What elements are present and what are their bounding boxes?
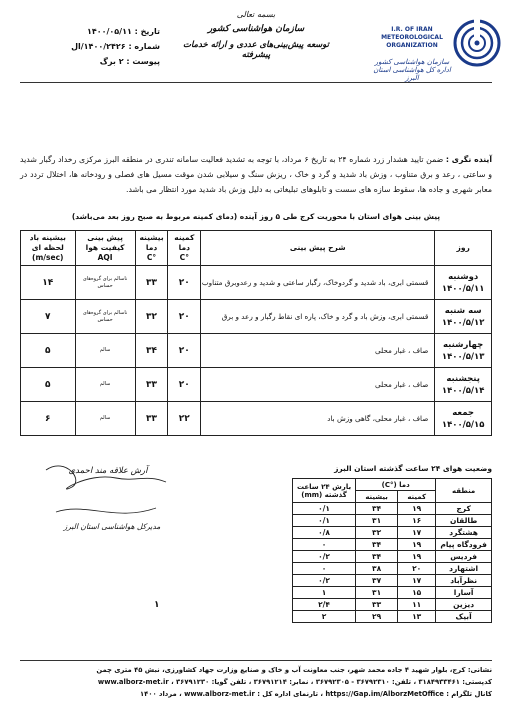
rain-cell: ۰/۸: [293, 527, 356, 539]
table-header-row: [21, 231, 492, 266]
max-cell: ۳۳: [356, 599, 398, 611]
day-name: پنجشنبه: [446, 373, 480, 384]
signature-scribble: [26, 452, 186, 532]
rain-cell: ۲/۴: [293, 599, 356, 611]
description-cell: صاف ، غبار محلی، گاهی وزش باد: [201, 402, 435, 436]
tmin-cell: ۲۰: [168, 300, 201, 334]
table-header-row: [293, 479, 492, 491]
tmax-cell: ۳۳: [135, 266, 168, 300]
col-tmin-label: کمینه دما: [174, 233, 195, 252]
page-number: ۱: [154, 600, 160, 610]
day-date: ۱۴۰۰/۵/۱۳: [441, 351, 485, 362]
table-row: [293, 575, 492, 587]
aqi-cell: سالم: [75, 368, 135, 402]
col-aqi-label: پیش بینی کیفیت هوا: [85, 233, 125, 252]
footer-address: نشانی: کرج، بلوار شهید ۴ جاده محمد شهر، جنب معاونت آب و خاک و صنایع وزارت جهاد کشاورزی، نبش ۴۵ متری چمن: [96, 666, 492, 674]
wind-cell: ۵: [21, 368, 76, 402]
signatory-name: آرش علاقه مند احمدی: [68, 466, 148, 476]
col-tmin-unit: °C: [179, 253, 189, 262]
tmax-cell: ۳۲: [135, 300, 168, 334]
col-tmin: [168, 231, 201, 266]
station-cell: طالقان: [436, 515, 492, 527]
min-cell: ۱۳: [398, 611, 436, 623]
letter-meta: [20, 24, 160, 69]
table-row: [293, 503, 492, 515]
station-cell: فرودگاه پیام: [436, 539, 492, 551]
min-cell: ۱۶: [398, 515, 436, 527]
bismillah: بسمه تعالی: [236, 10, 276, 19]
wind-cell: ۵: [21, 334, 76, 368]
aqi-cell: ناسالم برای گروه‌های حساس: [75, 300, 135, 334]
rain-cell: ۰: [293, 539, 356, 551]
tmin-cell: ۲۰: [168, 266, 201, 300]
five-day-forecast-table: [20, 230, 492, 436]
col-rain: بارش ۲۴ ساعت گذشته (mm): [293, 479, 356, 503]
station-cell: فردیس: [436, 551, 492, 563]
description-cell: صاف ، غبار محلی: [201, 368, 435, 402]
letter-number: شماره : ۱۴۰۰/۲۴۲۶/ال: [71, 42, 160, 51]
max-cell: ۳۷: [356, 575, 398, 587]
table-row: [293, 527, 492, 539]
forecast-label: آینده نگری :: [445, 155, 492, 164]
table-row: [293, 587, 492, 599]
max-cell: ۳۸: [356, 563, 398, 575]
tmin-cell: ۲۰: [168, 334, 201, 368]
min-cell: ۱۷: [398, 575, 436, 587]
station-cell: هشتگرد: [436, 527, 492, 539]
aqi-cell: سالم: [75, 334, 135, 368]
max-cell: ۲۹: [356, 611, 398, 623]
slogan: توسعه پیش‌بینی‌های عددی و ارائه خدمات پیشرفته: [182, 40, 330, 60]
table-row: [21, 402, 492, 436]
col-wind-unit: (m/sec): [32, 253, 64, 262]
description-cell: قسمتی ابری، باد شدید و گردوخاک، رگبار ساعتی و شدید و رعدوبرق متناوب: [201, 266, 435, 300]
col-aqi-unit: AQI: [97, 253, 113, 262]
col-temp: دما (°C): [356, 479, 436, 491]
col-wind: [21, 231, 76, 266]
table-row: [21, 266, 492, 300]
day-name: سه شنبه: [444, 305, 482, 316]
org-name-persian-top: سازمان هواشناسی کشور: [374, 58, 450, 66]
past-24h-table-title: وضعیت هوای ۲۴ ساعت گذشته استان البرز: [334, 464, 492, 473]
day-cell: [435, 266, 492, 300]
min-cell: ۱۱: [398, 599, 436, 611]
forecast-text: ضمن تایید هشدار زرد شماره ۲۴ به تاریخ ۶ مرداد، با توجه به تشدید فعالیت سامانه تندری در منطقه البرز مرکزی رخداد رگبار شدید و ساعتی ، رعد و برق متناوب ، وزش باد شدید و گرد و خاک ، ریزش سنگ و سیلابی شدن موقت مسیل های فصلی و رودخانه ها، اختلال تردد در معابر شهری و جاده ها، سقوط سازه های سست و تابلوهای تبلیغاتی به دلیل وزش باد شدید مورد انتظار می باشد.: [20, 155, 492, 194]
wind-cell: ۷: [21, 300, 76, 334]
wind-cell: ۶: [21, 402, 76, 436]
footer-contact: کدپستی: ۳۱۸۴۹۳۳۴۶۱ ، تلفن: ۳۶۷۹۲۳۱۰ - ۳۶۷۹۲۳۰۵ ، نمابر: ۳۶۷۹۱۲۱۴ ، تلفن گویا: ۳۶۷۹۱۲۳۰ ، www.alborz-met.ir: [97, 678, 492, 686]
day-date: ۱۴۰۰/۵/۱۵: [441, 419, 485, 430]
table-row: [293, 551, 492, 563]
col-day: روز: [435, 231, 492, 266]
day-date: ۱۴۰۰/۵/۱۱: [441, 283, 485, 294]
header-divider: [20, 82, 492, 83]
table-row: [293, 611, 492, 623]
day-date: ۱۴۰۰/۵/۱۲: [441, 317, 485, 328]
table-row: [21, 368, 492, 402]
max-cell: ۳۴: [356, 503, 398, 515]
day-cell: [435, 368, 492, 402]
table-row: [293, 539, 492, 551]
day-cell: [435, 402, 492, 436]
org-name-persian: [372, 58, 452, 82]
wind-cell: ۱۴: [21, 266, 76, 300]
tmin-cell: ۲۰: [168, 368, 201, 402]
min-cell: ۱۷: [398, 527, 436, 539]
rain-cell: ۰: [293, 563, 356, 575]
table-row: [293, 563, 492, 575]
max-cell: ۳۲: [356, 527, 398, 539]
col-tmax-unit: °C: [146, 253, 157, 262]
org-title: سازمان هواشناسی کشور: [207, 24, 305, 34]
day-date: ۱۴۰۰/۵/۱۴: [441, 385, 485, 396]
description-cell: صاف ، غبار محلی: [201, 334, 435, 368]
col-tmax: [135, 231, 168, 266]
table-row: [21, 334, 492, 368]
footer: [20, 664, 492, 700]
day-cell: [435, 334, 492, 368]
day-name: دوشنبه: [448, 271, 479, 282]
col-min: کمینه: [398, 491, 436, 503]
rain-cell: ۲: [293, 611, 356, 623]
col-wind-label: بیشینه باد لحظه ای: [29, 233, 66, 252]
forecast-paragraph: [20, 152, 492, 197]
min-cell: ۱۹: [398, 539, 436, 551]
met-organization-logo: [452, 18, 502, 68]
station-cell: آبیک: [436, 611, 492, 623]
station-cell: نظرآباد: [436, 575, 492, 587]
rain-cell: ۰/۱: [293, 503, 356, 515]
station-cell: دیزین: [436, 599, 492, 611]
col-aqi: [75, 231, 135, 266]
letter-date: تاریخ : ۱۴۰۰/۰۵/۱۱: [86, 27, 160, 36]
station-cell: اشتهارد: [436, 563, 492, 575]
max-cell: ۳۴: [356, 551, 398, 563]
footer-divider: [20, 660, 492, 661]
station-cell: کرج: [436, 503, 492, 515]
col-description: شرح پیش بینی: [201, 231, 435, 266]
tmax-cell: ۳۳: [135, 402, 168, 436]
max-cell: ۳۴: [356, 539, 398, 551]
tmax-cell: ۳۳: [135, 368, 168, 402]
min-cell: ۲۰: [398, 563, 436, 575]
org-name-persian-bottom: اداره کل هواشناسی استان البرز: [373, 66, 451, 82]
signatory-title: مدیرکل هواشناسی استان البرز: [63, 522, 161, 531]
rain-cell: ۱: [293, 587, 356, 599]
col-tmax-label: بیشینه دما: [139, 233, 164, 252]
max-cell: ۳۱: [356, 515, 398, 527]
table-row: [21, 300, 492, 334]
day-name: جمعه: [452, 407, 475, 418]
station-cell: آسارا: [436, 587, 492, 599]
min-cell: ۱۹: [398, 551, 436, 563]
aqi-cell: سالم: [75, 402, 135, 436]
letter-attachment: پیوست : ۲ برگ: [99, 57, 160, 66]
rain-cell: ۰/۲: [293, 551, 356, 563]
min-cell: ۱۵: [398, 587, 436, 599]
rain-cell: ۰/۱: [293, 515, 356, 527]
min-cell: ۱۹: [398, 503, 436, 515]
description-cell: قسمتی ابری، وزش باد و گرد و خاک، پاره ای نقاط رگبار و رعد و برق: [201, 300, 435, 334]
footer-links: کانال تلگرام : https://Gap.im/AlborzMetOffice ، تارنمای اداره کل : www.alborz-met.ir ، مرداد ۱۴۰۰: [140, 690, 492, 698]
table-row: [293, 599, 492, 611]
past-24h-table: [292, 478, 492, 623]
org-name-english: I.R. OF IRAN METEOROLOGICAL ORGANIZATION: [381, 26, 443, 49]
max-cell: ۳۱: [356, 587, 398, 599]
table-row: [293, 515, 492, 527]
tmin-cell: ۲۲: [168, 402, 201, 436]
day-name: چهارشنبه: [443, 339, 484, 350]
tmax-cell: ۳۴: [135, 334, 168, 368]
col-max: بیشینه: [356, 491, 398, 503]
aqi-cell: ناسالم برای گروه‌های حساس: [75, 266, 135, 300]
day-cell: [435, 300, 492, 334]
five-day-table-title: پیش بینی هوای استان با محوریت کرج طی ۵ روز آینده (دمای کمینه مربوط به صبح روز بعد می‌باشد): [71, 212, 441, 221]
rain-cell: ۰/۲: [293, 575, 356, 587]
col-station: منطقه: [436, 479, 492, 503]
